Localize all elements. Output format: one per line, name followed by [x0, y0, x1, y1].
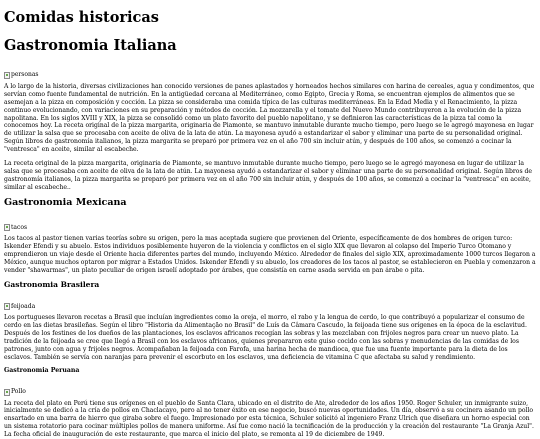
section-title-peruana: Gastronomia Peruana — [4, 368, 536, 375]
section-title-mexicana: Gastronomia Mexicana — [4, 198, 536, 208]
broken-image-pollo — [4, 381, 536, 400]
image-alt-text: personas — [11, 72, 38, 78]
broken-image-feijoada — [4, 295, 536, 314]
image-alt-text: Pollo — [11, 389, 26, 395]
paragraph: A lo largo de la historia, diversas civilizaciones han conocido versiones de panes aplastados y horneados hechos similares con harina de cereales, agua y condimentos, que servían como fuente fundamental de nutrición. En la antigüedad cercana al Mediterráneo, como Egipto, Grecia y Roma, se encuentran ejemplos de alimentos que se asemejan a la pizza en composición y cocción. La pizza se consideraba una comida típica de las culturas mediterráneas. En la Edad Media y el Renacimiento, la pizza continuo evolucionando, con variaciones en su preparación y métodos de cocción. La mozzarella y el tomate del Nuevo Mundo contribuyeron a la evolución de la pizza napolitana. En los siglos XVIII y XIX, la pizza se consolidó como un plato favorito del pueblo napolitano, y se definieron las características de la pizza tal como la conocemos hoy. La receta original de la pizza margarita, originaria de Piamonte, se mantuvo inmutable durante mucho tiempo, pero luego se le agregó mayonesa en lugar de utilizar la salsa que se procesaba con aceite de oliva de la lata de atún. La mayonesa ayudó a estandarizar el sabor y eliminar una parte de su personalidad original. Según libros de gastronomía italianos, la pizza margarita se preparó por primera vez en el año 700 sin incluir atún, y después de 100 años, se comenzó a cocinar la "ventresca" en aceite, similar al escabeche. — [4, 83, 536, 154]
broken-image-icon — [4, 303, 10, 310]
section-mexicana — [4, 198, 536, 275]
paragraph: La receta del plato en Perú tiene sus orígenes en el pueblo de Santa Clara, ubicado en el distrito de Ate, alrededor de los años 1950. Roger Schuler, un inmigrante suizo, inicialmente se dedicó a la cría de pollos en Chaclacayo, pero al no tener éxito en ese negocio, buscó nuevas oportunidades. Un día, observó a su cocinera asando un pollo ensartado en una barra de hierro que giraba sobre el fuego. Impresionado por esta técnica, Schuler solicitó al ingeniero Franz Ulrich que diseñara un horno especial con un sistema rotatorio para cocinar múltiples pollos de manera uniforme. Así fue como nació la tecnificación de la producción y la creación del restaurante "La Granja Azul". La fecha oficial de inauguración de este restaurante, que marca el inicio del plato, se remonta al 19 de diciembre de 1949. — [4, 400, 536, 439]
section-italiana — [4, 38, 536, 192]
broken-image-icon — [4, 72, 10, 79]
image-alt-text: tacos — [11, 225, 27, 231]
broken-image-icon — [4, 224, 10, 231]
site-title: Comidas historicas — [4, 10, 536, 26]
section-title-italiana: Gastronomia Italiana — [4, 38, 536, 54]
section-title-brasilera: Gastronomia Brasilera — [4, 281, 536, 289]
paragraph: La receta original de la pizza margarita, originaria de Piamonte, se mantuvo inmutable durante mucho tiempo, pero luego se le agregó mayonesa en lugar de utilizar la salsa que se procesaba con aceite de oliva de la lata de atún. La mayonesa ayudó a estandarizar el sabor y eliminar una parte de su personalidad original. Según libros de gastronomía italianos, la pizza margarita se preparó por primera vez en el año 700 sin incluir atún, y después de 100 años, se comenzó a cocinar la "ventresca" en aceite, similar al escabeche.. — [4, 160, 536, 192]
broken-image-tacos — [4, 216, 536, 235]
section-peruana — [4, 368, 536, 439]
section-brasilera — [4, 281, 536, 362]
broken-image-icon — [4, 389, 10, 396]
paragraph: Los tacos al pastor tienen varias teorías sobre su origen, pero la mas aceptada sugiere que provienen del Oriente, específicamente de dos hombres de origen turco: Iskender Efendi y su abuelo. Estos individuos posiblemente huyeron de la violencia y conflictos en el siglo XIX que llevaron al colapso del Imperio Turco Otomano y emprendieron un viaje desde el Oriente hacia diferentes partes del mundo, incluyendo México. Alrededor de finales del siglo XIX, aproximadamente 1000 turcos llegaron a México, aunque muchos optaron por migrar a Estados Unidos. Iskender Efendi y su abuelo, los creadores de los tacos al pastor, se establecieron en Puebla y comenzaron a vender "shawarmas", un plato peculiar de origen israelí adoptado por árabes, que consistía en carne asada servida en pan árabe o pita. — [4, 235, 536, 275]
image-alt-text: feijoada — [11, 304, 35, 310]
paragraph: Los portugueses llevaron recetas a Brasil que incluían ingredientes como la oreja, el morro, el rabo y la lengua de cerdo, lo que contribuyó a popularizar el consumo de cerdo en las dietas brasileñas. Según el libro "Historia da Alimentação no Brasil" de Luís da Câmara Cascudo, la feijoada tiene sus orígenes en la época de la esclavitud. Después de los festines de los dueños de las plantaciones, los esclavos africanos recogían las sobras y las mezclaban con frijoles negros para crear un nuevo plato. La tradición de la feijoada se cree que llegó a Brasil con los esclavos africanos, quienes prepararon este guiso cocido con las sobras y menudencias de las comidas de los patrones, junto con agua y frijoles negros. Acompañaban la feijoada con Farofa, una harina hecha de mandioca, que fue una fuente importante para la dieta de los esclavos. También se servía con naranjas para prevenir el escorbuto en los esclavos, una deficiencia de vitamina C que afectaba su salud y rendimiento. — [4, 314, 536, 362]
broken-image-personas — [4, 64, 536, 83]
